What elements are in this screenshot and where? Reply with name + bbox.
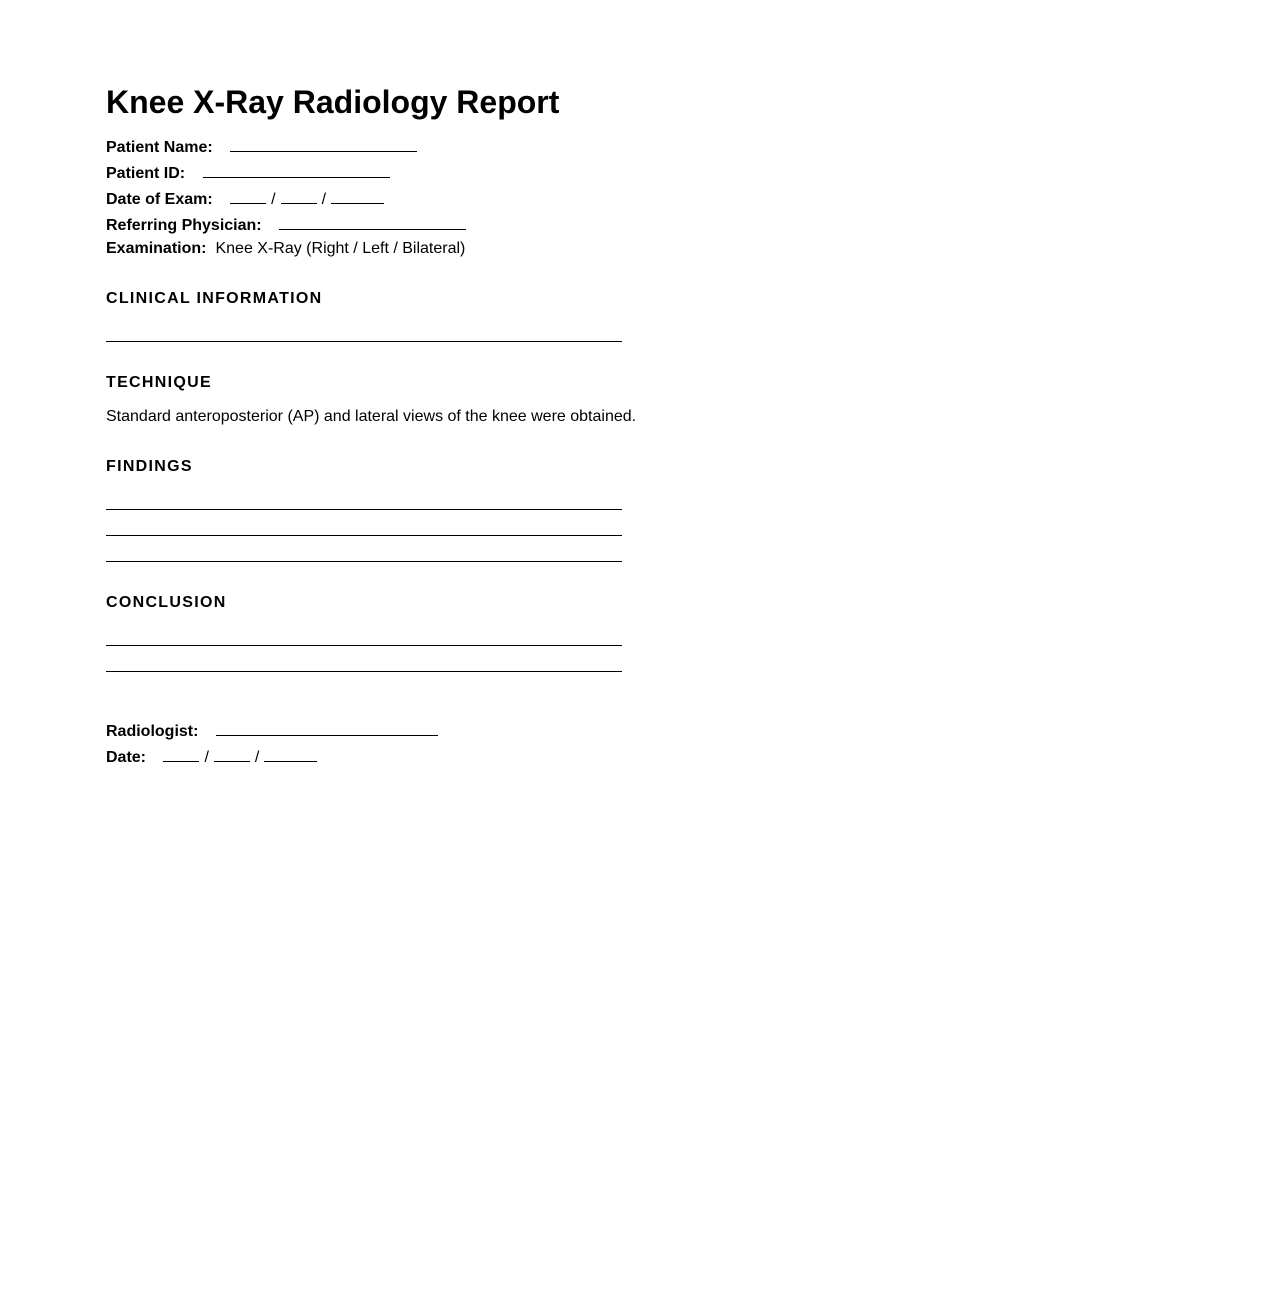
exam-year-blank[interactable] bbox=[331, 186, 384, 204]
patient-id-row bbox=[106, 160, 390, 182]
conclusion-line[interactable] bbox=[106, 645, 622, 646]
examination-label: Examination: bbox=[106, 240, 207, 257]
referring-physician-blank[interactable] bbox=[279, 212, 466, 230]
signature-year-blank[interactable] bbox=[264, 744, 317, 762]
date-separator: / bbox=[271, 191, 276, 208]
referring-physician-label: Referring Physician: bbox=[106, 217, 262, 234]
exam-day-blank[interactable] bbox=[281, 186, 317, 204]
signature-date-label: Date: bbox=[106, 749, 147, 766]
patient-id-blank[interactable] bbox=[203, 160, 390, 178]
findings-heading: FINDINGS bbox=[106, 458, 193, 475]
examination-value: Knee X-Ray (Right / Left / Bilateral) bbox=[215, 240, 466, 257]
clinical-information-line[interactable] bbox=[106, 341, 622, 342]
patient-name-row bbox=[106, 134, 417, 156]
date-of-exam-label: Date of Exam: bbox=[106, 191, 213, 208]
date-of-exam-row bbox=[106, 186, 384, 208]
findings-line[interactable] bbox=[106, 535, 622, 536]
signature-date-row bbox=[106, 744, 317, 766]
patient-id-label: Patient ID: bbox=[106, 165, 186, 182]
signature-month-blank[interactable] bbox=[163, 744, 199, 762]
signature-day-blank[interactable] bbox=[214, 744, 250, 762]
conclusion-heading: CONCLUSION bbox=[106, 594, 227, 611]
referring-physician-row bbox=[106, 212, 466, 234]
patient-name-blank[interactable] bbox=[230, 134, 417, 152]
findings-line[interactable] bbox=[106, 561, 622, 562]
patient-name-label: Patient Name: bbox=[106, 139, 213, 156]
examination-row bbox=[106, 238, 465, 260]
technique-heading: TECHNIQUE bbox=[106, 374, 212, 391]
date-separator: / bbox=[321, 191, 327, 208]
radiologist-label: Radiologist: bbox=[106, 723, 199, 740]
radiologist-row bbox=[106, 718, 438, 740]
clinical-information-heading: CLINICAL INFORMATION bbox=[106, 290, 323, 307]
technique-text: Standard anteroposterior (AP) and lateral views of the knee were obtained. bbox=[106, 408, 637, 425]
date-separator: / bbox=[204, 749, 209, 766]
radiologist-blank[interactable] bbox=[216, 718, 438, 736]
exam-month-blank[interactable] bbox=[230, 186, 266, 204]
findings-line[interactable] bbox=[106, 509, 622, 510]
conclusion-line[interactable] bbox=[106, 671, 622, 672]
date-separator: / bbox=[254, 749, 260, 766]
report-title: Knee X-Ray Radiology Report bbox=[106, 84, 560, 120]
